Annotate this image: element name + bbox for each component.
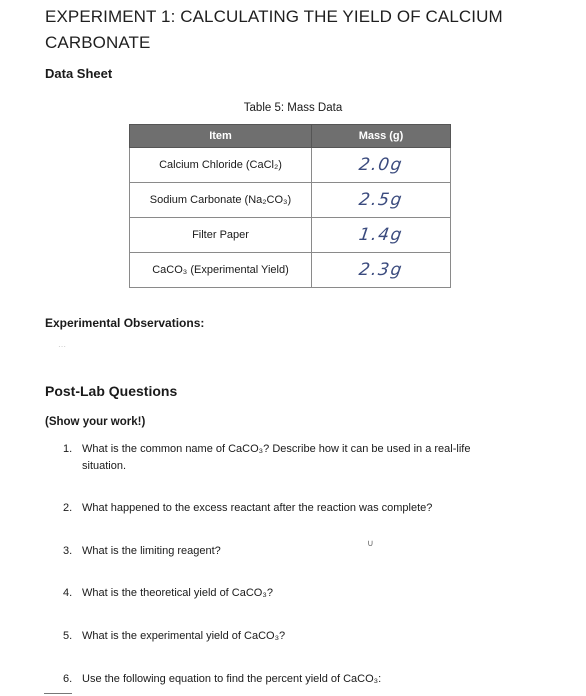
- question-3: [0, 543, 586, 560]
- table-row: [130, 253, 451, 288]
- question-number: 5.: [63, 630, 73, 642]
- mass-data-table: [129, 124, 451, 288]
- item-cell: Filter Paper: [130, 218, 312, 253]
- item-cell: Calcium Chloride (CaCl₂): [130, 148, 312, 183]
- table-caption: Table 5: Mass Data: [243, 102, 343, 114]
- table-row: [130, 218, 451, 253]
- question-text: What is the limiting reagent?: [82, 545, 221, 557]
- title-line-1: EXPERIMENT 1: CALCULATING THE YIELD OF CALCIUM: [45, 7, 503, 26]
- document-title: [45, 6, 565, 54]
- question-number: 2.: [63, 502, 73, 514]
- question-number: 4.: [63, 587, 73, 599]
- mass-cell[interactable]: [312, 148, 451, 183]
- handwritten-mass: 2.0g: [357, 155, 405, 175]
- question-number: 6.: [63, 673, 73, 685]
- question-6: [0, 671, 586, 688]
- item-cell: CaCO₃ (Experimental Yield): [130, 253, 312, 288]
- pen-mark: ∪: [367, 538, 374, 548]
- divider-line: [44, 693, 72, 694]
- table-row: [130, 183, 451, 218]
- table-header-row: [130, 125, 451, 148]
- observations-heading: Experimental Observations:: [45, 316, 205, 330]
- question-text: What is the theoretical yield of CaCO₃?: [82, 587, 273, 599]
- question-text: What happened to the excess reactant after the reaction was complete?: [82, 502, 433, 514]
- mass-cell[interactable]: [312, 183, 451, 218]
- column-header-mass: Mass (g): [312, 125, 451, 148]
- data-sheet-heading: Data Sheet: [45, 66, 113, 81]
- table-row: [130, 148, 451, 183]
- question-5: [0, 628, 586, 645]
- faint-mark: ⋯: [58, 342, 66, 351]
- question-text: What is the experimental yield of CaCO₃?: [82, 630, 286, 642]
- post-lab-heading: Post-Lab Questions: [45, 383, 178, 399]
- mass-cell[interactable]: [312, 253, 451, 288]
- question-number: 1.: [63, 443, 73, 455]
- show-work-instruction: (Show your work!): [45, 416, 146, 428]
- question-text: Use the following equation to find the percent yield of CaCO₃:: [82, 673, 382, 685]
- question-number: 3.: [63, 545, 73, 557]
- question-4: [0, 585, 586, 602]
- question-text: What is the common name of CaCO₃? Describe how it can be used in a real-life situation.: [82, 443, 471, 472]
- handwritten-mass: 2.3g: [357, 260, 405, 280]
- handwritten-mass: 2.5g: [357, 190, 405, 210]
- item-cell: Sodium Carbonate (Na₂CO₃): [130, 183, 312, 218]
- mass-cell[interactable]: [312, 218, 451, 253]
- question-1: [0, 441, 586, 475]
- question-2: [0, 500, 586, 517]
- column-header-item: Item: [130, 125, 312, 148]
- handwritten-mass: 1.4g: [357, 225, 405, 245]
- title-line-2: CARBONATE: [45, 33, 151, 52]
